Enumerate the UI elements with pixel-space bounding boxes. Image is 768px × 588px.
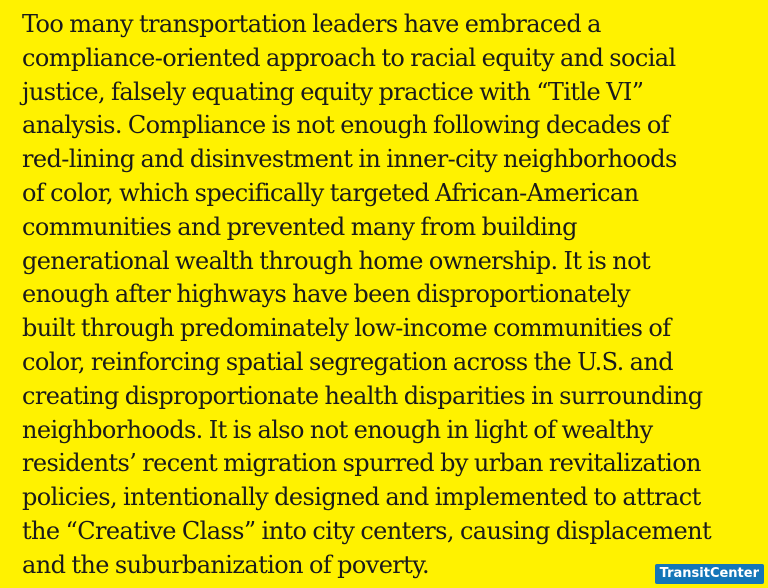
- paragraph-line: creating disproportionate health disparities in surrounding: [22, 381, 703, 410]
- paragraph-line: generational wealth through home ownership. It is not: [22, 246, 651, 275]
- paragraph-line: neighborhoods. It is also not enough in light of wealthy: [22, 415, 653, 444]
- paragraph-line: compliance-oriented approach to racial equity and social: [22, 43, 676, 72]
- paragraph-line: policies, intentionally designed and implemented to attract: [22, 483, 701, 512]
- body-paragraph: [22, 8, 762, 583]
- paragraph-line: and the suburbanization of poverty.: [22, 550, 430, 579]
- paragraph-line: red-lining and disinvestment in inner-city neighborhoods: [22, 145, 677, 174]
- transitcenter-logo: TransitCenter: [655, 564, 764, 584]
- paragraph-line: built through predominately low-income communities of: [22, 314, 671, 343]
- paragraph-line: enough after highways have been disproportionately: [22, 280, 631, 309]
- paragraph-line: Too many transportation leaders have embraced a: [22, 10, 601, 38]
- paragraph-line: residents’ recent migration spurred by urban revitalization: [22, 449, 701, 478]
- paragraph-line: of color, which specifically targeted African-American: [22, 178, 639, 207]
- paragraph-line: communities and prevented many from building: [22, 212, 577, 241]
- paragraph-line: analysis. Compliance is not enough following decades of: [22, 111, 669, 140]
- paragraph-line: justice, falsely equating equity practice with “Title VI”: [22, 77, 644, 106]
- paragraph-line: the “Creative Class” into city centers, causing displacement: [22, 516, 712, 545]
- paragraph-line: color, reinforcing spatial segregation across the U.S. and: [22, 347, 673, 376]
